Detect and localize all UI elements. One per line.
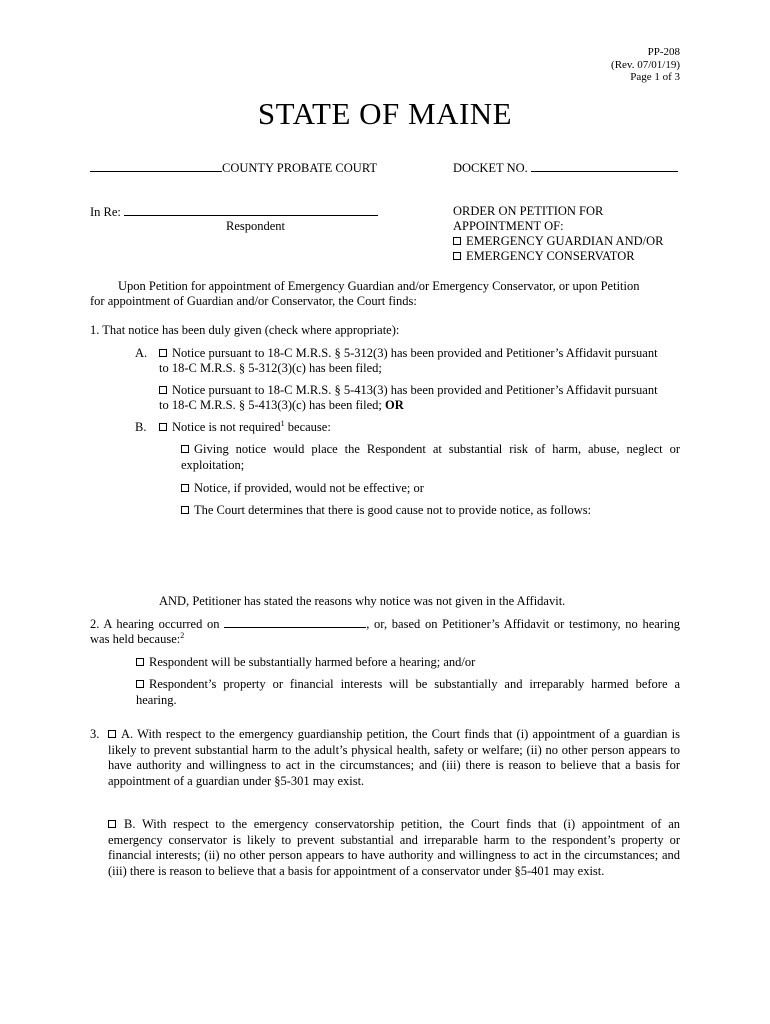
document-title: STATE OF MAINE	[257, 96, 513, 131]
footnote-ref-2: 2	[180, 630, 185, 640]
good-cause-checkbox[interactable]	[181, 506, 189, 514]
hearing-date-field[interactable]	[224, 616, 366, 628]
conservator-checkbox[interactable]	[453, 252, 461, 260]
finding-1b-label: B.	[135, 420, 147, 434]
risk-of-harm-checkbox[interactable]	[181, 445, 189, 453]
finding-3b-text: B. With respect to the emergency conservatorship petition, the Court finds that (i) appointment of an emergency conservator is likely to prevent substantial and irreparable harm to the respondent’s property or financial interests; (ii) no other person appears to have authority and willingness to act in the circumstances; and (iii) there is reason to believe that a basis for appointment of a conservator under §5-401 may exist.	[108, 817, 680, 878]
or-connector: OR	[385, 398, 404, 412]
finding-2-line-2: was held because:	[90, 632, 181, 646]
finding-1a1	[159, 346, 658, 376]
form-header	[611, 46, 680, 84]
finding-2-opt1	[136, 655, 475, 670]
finding-3a-text: A. With respect to the emergency guardianship petition, the Court finds that (i) appointment of a guardian is likely to prevent substantial harm to the adult’s physical health, safety or welfare; (ii) no other person appears to have authority and willingness to act in the circumstances; and (iii) there is reason to believe that a basis for appointment of a guardian under §5-301 may exist.	[108, 727, 680, 788]
finding-2-opt1-text: Respondent will be substantially harmed before a hearing; and/or	[149, 655, 476, 669]
finding-3b	[108, 817, 680, 879]
form-revision: (Rev. 07/01/19)	[611, 58, 680, 71]
finding-3a	[108, 727, 680, 789]
finding-1b2	[181, 481, 424, 496]
finding-1a2-line-2: to 18-C M.R.S. § 5-413(3)(c) has been filed;	[159, 398, 382, 412]
finding-1b-text: Notice is not required	[172, 420, 281, 434]
page-number: Page 1 of 3	[630, 71, 680, 83]
notice-not-required-checkbox[interactable]	[159, 423, 167, 431]
finding-1b3-text: The Court determines that there is good cause not to provide notice, as follows:	[194, 503, 592, 517]
finding-2	[90, 616, 680, 647]
finding-1a2	[159, 383, 658, 413]
finding-1a-label: A.	[135, 346, 148, 360]
intro-line-1: Upon Petition for appointment of Emergency Guardian and/or Emergency Conservator, or upon Petition	[118, 279, 640, 293]
not-effective-checkbox[interactable]	[181, 484, 189, 492]
in-re-line	[90, 204, 378, 220]
finding-1b-because: because:	[287, 420, 331, 434]
emergency-guardianship-checkbox[interactable]	[108, 730, 116, 738]
docket-label: DOCKET NO.	[453, 161, 528, 175]
finding-1b1	[181, 442, 680, 473]
finding-1-heading: 1. That notice has been duly given (check where appropriate):	[90, 323, 400, 337]
finding-1b	[159, 420, 331, 435]
respondent-label: Respondent	[226, 219, 286, 233]
finding-3-number: 3.	[90, 727, 100, 741]
order-title-block	[453, 204, 663, 264]
county-label: COUNTY PROBATE COURT	[222, 161, 378, 175]
finding-1a1-line-2: to 18-C M.R.S. § 5-312(3)(c) has been filed;	[159, 361, 382, 375]
finding-1b1-line-1: Giving notice would place the Respondent at substantial risk of harm, abuse, neglect or	[194, 442, 680, 456]
finding-1b1-line-2: exploitation;	[181, 457, 245, 472]
intro-line-2: for appointment of Guardian and/or Conservator, the Court finds:	[90, 294, 417, 308]
finding-1a1-line-1: Notice pursuant to 18-C M.R.S. § 5-312(3) has been provided and Petitioner’s Affidavit pursuant	[172, 346, 658, 360]
guardian-checkbox[interactable]	[453, 237, 461, 245]
property-harmed-checkbox[interactable]	[136, 680, 144, 688]
county-line	[90, 160, 377, 176]
option-conservator-label: EMERGENCY CONSERVATOR	[466, 249, 635, 263]
notice-5-312-checkbox[interactable]	[159, 349, 167, 357]
county-field[interactable]	[90, 160, 222, 172]
option-guardian-label: EMERGENCY GUARDIAN AND/OR	[466, 234, 664, 248]
finding-2-opt2-line-1: Respondent’s property or financial interests will be substantially and irreparably harmed before a	[149, 677, 680, 691]
finding-2-text-before: 2. A hearing occurred on	[90, 617, 220, 631]
emergency-conservatorship-checkbox[interactable]	[108, 820, 116, 828]
footnote-ref-1: 1	[280, 418, 285, 428]
finding-1b3	[181, 503, 591, 518]
notice-5-413-checkbox[interactable]	[159, 386, 167, 394]
respondent-name-field[interactable]	[124, 204, 378, 216]
docket-line	[453, 160, 678, 176]
option-conservator-row	[453, 249, 663, 264]
in-re-label: In Re:	[90, 205, 121, 219]
finding-1a2-line-1: Notice pursuant to 18-C M.R.S. § 5-413(3) has been provided and Petitioner’s Affidavit pursuant	[172, 383, 658, 397]
order-title-1: ORDER ON PETITION FOR	[453, 204, 604, 218]
option-guardian-row	[453, 234, 663, 249]
finding-2-text-after: , or, based on Petitioner’s Affidavit or testimony, no hearing	[366, 617, 680, 631]
and-statement: AND, Petitioner has stated the reasons why notice was not given in the Affidavit.	[159, 594, 566, 608]
finding-2-opt2-line-2: hearing.	[136, 692, 177, 707]
finding-1b2-text: Notice, if provided, would not be effective; or	[194, 481, 424, 495]
finding-2-opt2	[136, 677, 680, 708]
intro-paragraph	[90, 279, 680, 309]
respondent-harmed-checkbox[interactable]	[136, 658, 144, 666]
form-id: PP-208	[647, 46, 680, 58]
order-title-2: APPOINTMENT OF:	[453, 219, 564, 233]
docket-field[interactable]	[531, 160, 678, 172]
